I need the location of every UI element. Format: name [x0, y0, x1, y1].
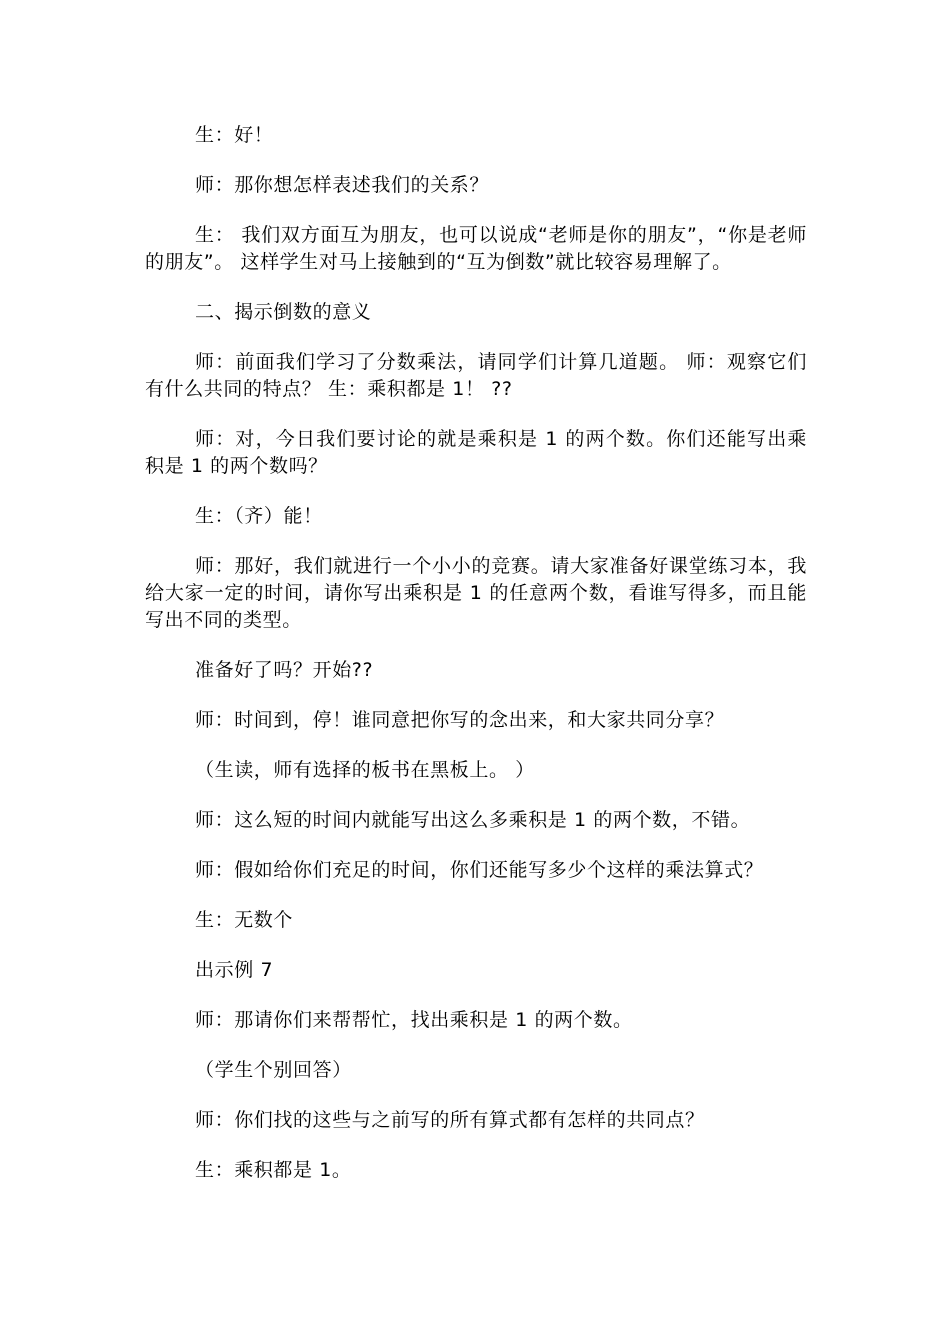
- paragraph: 师：那你想怎样表述我们的关系？: [195, 174, 490, 196]
- paragraph: 准备好了吗？开始??: [195, 659, 374, 681]
- paragraph: 生：无数个: [195, 909, 294, 931]
- paragraph: 生：（齐）能！: [195, 505, 323, 527]
- paragraph: 生：好！: [195, 124, 274, 146]
- paragraph: 师：前面我们学习了分数乘法，请同学们计算几道题。 师：观察它们有什么共同的特点？ 生：乘积都是 1！ ??: [145, 351, 807, 400]
- document-page: [145, 122, 807, 1207]
- paragraph: （生读，师有选择的板书在黑板上。 ）: [195, 759, 535, 781]
- paragraph: 师：那好，我们就进行一个小小的竞赛。请大家准备好课堂练习本，我给大家一定的时间，请你写出乘积是 1 的任意两个数，看谁写得多，而且能写出不同的类型。: [145, 555, 807, 631]
- paragraph: 师：时间到，停！谁同意把你写的念出来，和大家共同分享？: [195, 709, 725, 731]
- paragraph: 师：你们找的这些与之前写的所有算式都有怎样的共同点？: [195, 1109, 705, 1131]
- section-heading: 二、揭示倒数的意义: [195, 301, 372, 323]
- paragraph: 出示例 7: [195, 959, 274, 981]
- paragraph: （学生个别回答）: [195, 1059, 352, 1081]
- paragraph: 师：这么短的时间内就能写出这么多乘积是 1 的两个数，不错。: [195, 809, 751, 831]
- paragraph: 师：对，今日我们要讨论的就是乘积是 1 的两个数。你们还能写出乘积是 1 的两个数吗？: [145, 428, 807, 477]
- paragraph: 师：那请你们来帮帮忙，找出乘积是 1 的两个数。: [195, 1009, 633, 1031]
- paragraph: 生：乘积都是 1。: [195, 1159, 352, 1181]
- paragraph: 师：假如给你们充足的时间，你们还能写多少个这样的乘法算式？: [195, 859, 764, 881]
- paragraph: 生： 我们双方面互为朋友，也可以说成“老师是你的朋友”，“你是老师的朋友”。 这样学生对马上接触到的“互为倒数”就比较容易理解了。: [145, 224, 807, 273]
